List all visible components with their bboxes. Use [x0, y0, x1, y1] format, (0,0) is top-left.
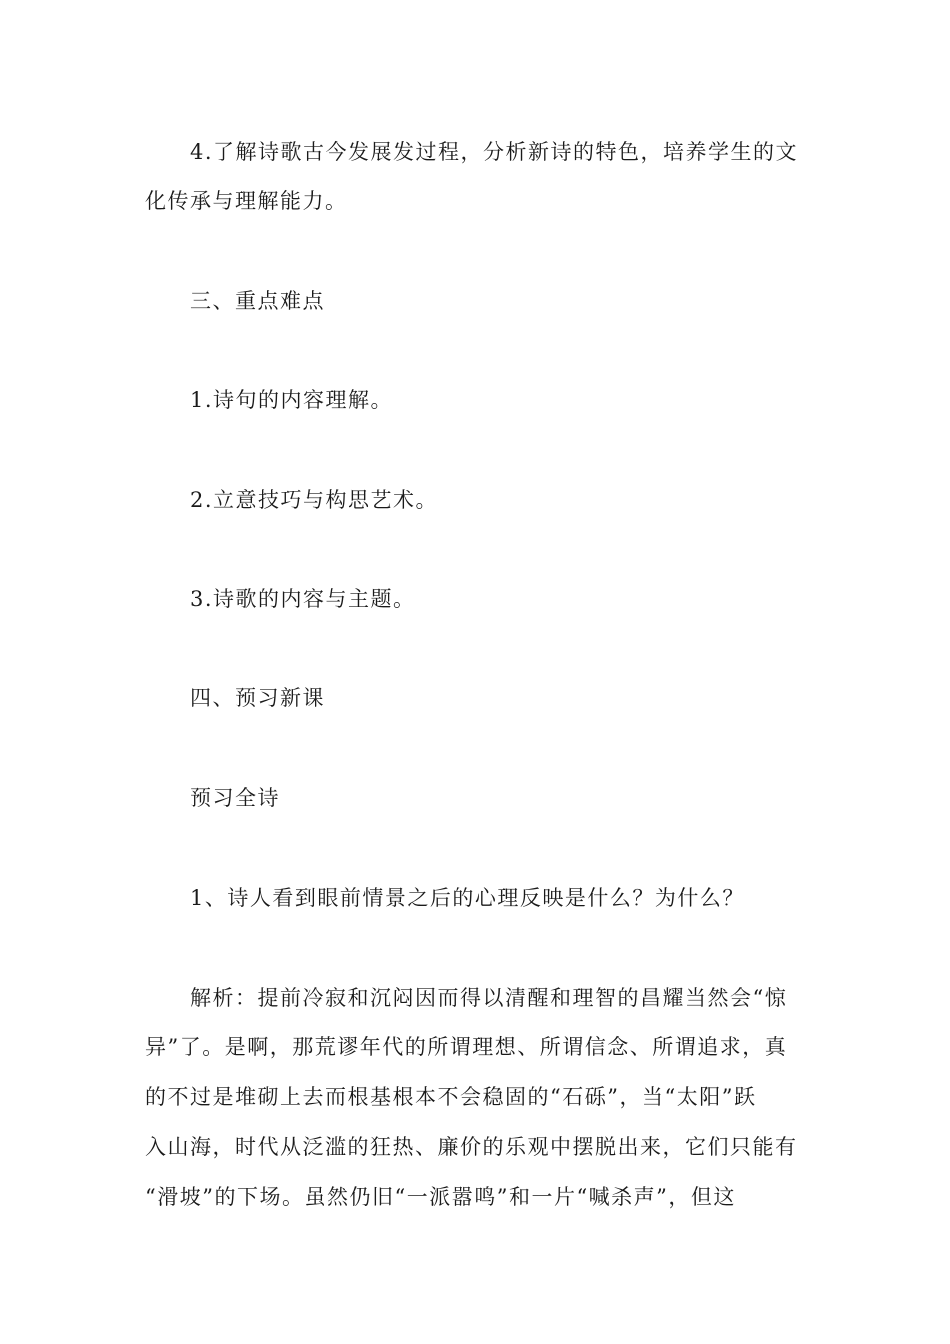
preview-subheading: 预习全诗	[190, 786, 280, 810]
analysis-line-2: 异”了。是啊，那荒谬年代的所谓理想、所谓信念、所谓追求，真	[145, 1035, 788, 1059]
section-heading-preview: 四、预习新课	[190, 686, 325, 710]
key-point-2: 2.立意技巧与构思艺术。	[190, 488, 439, 512]
objective-4-line-1: 4.了解诗歌古今发展发过程，分析新诗的特色，培养学生的文	[190, 140, 799, 164]
analysis-line-4: 入山海，时代从泛滥的狂热、廉价的乐观中摆脱出来，它们只能有	[145, 1135, 798, 1159]
key-point-1: 1.诗句的内容理解。	[190, 388, 394, 412]
question-1: 1、诗人看到眼前情景之后的心理反映是什么？为什么？	[190, 886, 745, 910]
analysis-line-1: 解析：提前冷寂和沉闷因而得以清醒和理智的昌耀当然会“惊	[190, 986, 788, 1010]
analysis-line-5: “滑坡”的下场。虽然仍旧“一派嚣鸣”和一片“喊杀声”，但这	[145, 1185, 736, 1209]
section-heading-key-points: 三、重点难点	[190, 289, 325, 313]
analysis-line-3: 的不过是堆砌上去而根基根本不会稳固的“石砾”，当“太阳”跃	[145, 1085, 757, 1109]
key-point-3: 3.诗歌的内容与主题。	[190, 587, 416, 611]
objective-4-line-2: 化传承与理解能力。	[145, 189, 348, 213]
